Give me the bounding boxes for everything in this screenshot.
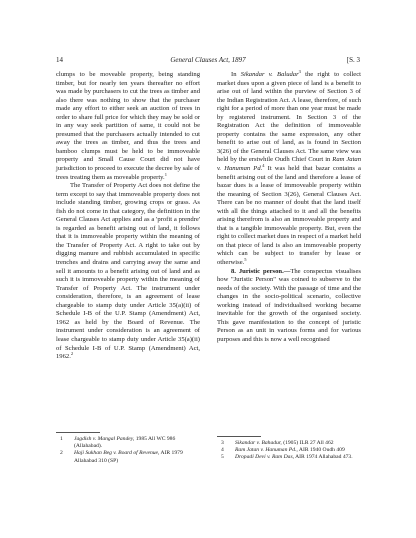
footnote-divider — [56, 432, 100, 433]
section-marker: [S. 3 — [346, 56, 360, 64]
paragraph — [56, 182, 200, 361]
paragraph — [217, 268, 361, 345]
case-name: Haji Sukhan Beg v. Board of Revenue, — [74, 450, 160, 457]
footnote-number: 4 — [221, 447, 224, 454]
footnote — [217, 447, 361, 454]
paragraph-text: the right to collect market dues upon a given piece of land is a benefit to arise out of land within the purview of Section 3 of the Indian Registration Act. A lease, therefore, of such right for a period of more than one year must be made by registered instrument. In Section 3 of the Registration Act the definition of immoveable property contains the same expression, any other benefit to arise out of land, as is found in Section 3(26) of the General Clauses Act. The same view was held by the erstwhile Oudh Chief Court in — [217, 71, 361, 164]
footnote-text — [235, 447, 361, 454]
case-name: Sikandar v. Baludar — [240, 71, 299, 78]
case-name: Ram Jatan v. Hanuman Pd., — [235, 447, 298, 454]
footnote-number: 5 — [221, 454, 224, 461]
footnote-ref: 5 — [244, 256, 247, 262]
footnotes-left — [56, 432, 200, 465]
footnote-ref: 1 — [164, 171, 167, 177]
case-name: Sikandar v. Bahadur, — [235, 440, 282, 446]
paragraph-text: clumps to be moveable property, being standing timber, but for nearly ten years thereafter no effort was made by purchasers to cut the trees as timber and also there was nothing to show that the purchaser made any effort to either seek an auction of trees in order to share full price for which they may be sold or in any way seek partition of same, it could not be presumed that the purchasers actually intended to cut away the trees as timber, and thus the trees and bamboo clumps must be held to be immoveable property and Small Cause Court did not have jurisdiction to proceed to execute the decree by sale of trees treating them as moveable property. — [56, 71, 200, 181]
footnote — [56, 436, 200, 450]
footnote-number: 2 — [60, 450, 63, 457]
case-name: Ram Jatan v. Hanuman Pd. — [217, 156, 361, 173]
citation: (1905) ILR 27 All 462 — [281, 440, 334, 446]
citation: AIR 1940 Oudh 409 — [297, 447, 345, 454]
citation: AIR 1979 Allahabad 310 (SP) — [74, 450, 183, 464]
right-column — [217, 68, 361, 345]
citation: AIR 1974 Allahabad 473. — [294, 454, 353, 461]
paragraph-text: The Transfer of Property Act does not define the term except to say that immoveable property does not include standing timber, growing crops or grass. As fish do not come in that category, the definition in the General Clauses Act applies and as a 'profit a prendre' is regarded as benefit arising out of land, it follows that it is immoveable property within the meaning of the Transfer of Property Act. A right to take out by digging manure and rubbish accumulated in specific trenches and drains and carrying away the same and sell it amounts to a benefit arising out of land and as such it is immoveable property within the meaning of Transfer of Property Act. The instrument under consideration, therefore, is an agreement of lease chargeable to stamp duty under Article 35(a)(ii) of Schedule I-B of the U.P. Stamp (Amendment) Act, 1962 as held by the Board of Revenue. The instrument under consideration is an agreement of lease chargeable to stamp duty under Article 35(a)(ii) of Schedule I-B of U.P. Stamp (Amendment) Act, 1962. — [56, 182, 200, 361]
footnote-text — [74, 450, 200, 464]
footnote-text — [235, 454, 361, 461]
footnote-text — [235, 440, 361, 447]
case-name: Jagdish v. Mangal Pandey, — [74, 436, 135, 442]
page-header — [56, 56, 360, 68]
footnote — [56, 450, 200, 464]
paragraph: In Sikandar v. Baludar$^3$ the right to collect market dues upon a given piece of land is a benefit to arise out of land within the purview of Section 3 of the Indian Registration Act. A lease, therefore, of such right for a period of more than one year must be made by registered instrument. In Section 3 of the Registration Act the definition of immoveable property contains the same expression, any other benefit to arise out of land, as is found in Section 3(26) of the General Clauses Act. The same view was held by the erstwhile Oudh Chief Court in Ram Jatan v. Hanuman Pd.$^4$ It was held that bazar contains a benefit arising out of the land and therefore a lease of bazar dues is a lease of immoveable property within the meaning of Section 3(26), General Clauses Act. There can be no manner of doubt that the land itself with all the things attached to it and all the benefits arising therefrom is also an immoveable property and that is a tangible immoveable property. But, even the right to collect market dues in respect of a market held on that piece of land is also an immoveable property which can be subject to transfer by lease or otherwise.$^5$ — [217, 68, 361, 267]
running-title: General Clauses Act, 1897 — [170, 56, 246, 64]
footnote-ref: 4 — [262, 162, 265, 168]
footnote-ref: 2 — [70, 350, 74, 356]
left-column — [56, 71, 200, 362]
footnote-number: 3 — [221, 440, 224, 446]
page-number: 14 — [56, 56, 63, 64]
citation: 1985 All WC 986 (Allahabad). — [74, 436, 176, 450]
section-heading: 8. Juristic person.— — [231, 267, 291, 275]
footnote-divider — [217, 436, 261, 437]
case-name: Dropadi Devi v. Ram Das, — [235, 454, 295, 461]
footnote-ref: 3 — [298, 68, 301, 74]
footnote-number: 1 — [60, 436, 63, 442]
footnote — [217, 440, 361, 447]
paragraph-text: It was held that bazar contains a benefit arising out of the land and therefore a lease of bazar dues is a lease of immoveable property within the meaning of Section 3(26), General Clauses Act. There can be no manner of doubt that the land itself with all the things attached to it and all the benefits arising therefrom is also an immoveable property and that is a tangible immoveable property. But, even the right to collect market dues in respect of a market held on that piece of land is also an immoveable property which can be subject to transfer by lease or otherwise. — [217, 165, 361, 267]
paragraph — [56, 71, 200, 182]
footnote — [217, 454, 361, 461]
paragraph-text: The conspectus visualises how "Juristic Person" was coined to subserve to the needs of the society. With the passage of time and the changes in the socio-political scenario, collective working instead of individualised working became inevitable for the growth of the organised society. This gave manifestation to the concept of juristic Person as an unit in various forms and for various purposes and this is now a well recognised — [217, 267, 361, 343]
footnote-text — [74, 436, 200, 450]
footnotes-right — [217, 436, 361, 462]
